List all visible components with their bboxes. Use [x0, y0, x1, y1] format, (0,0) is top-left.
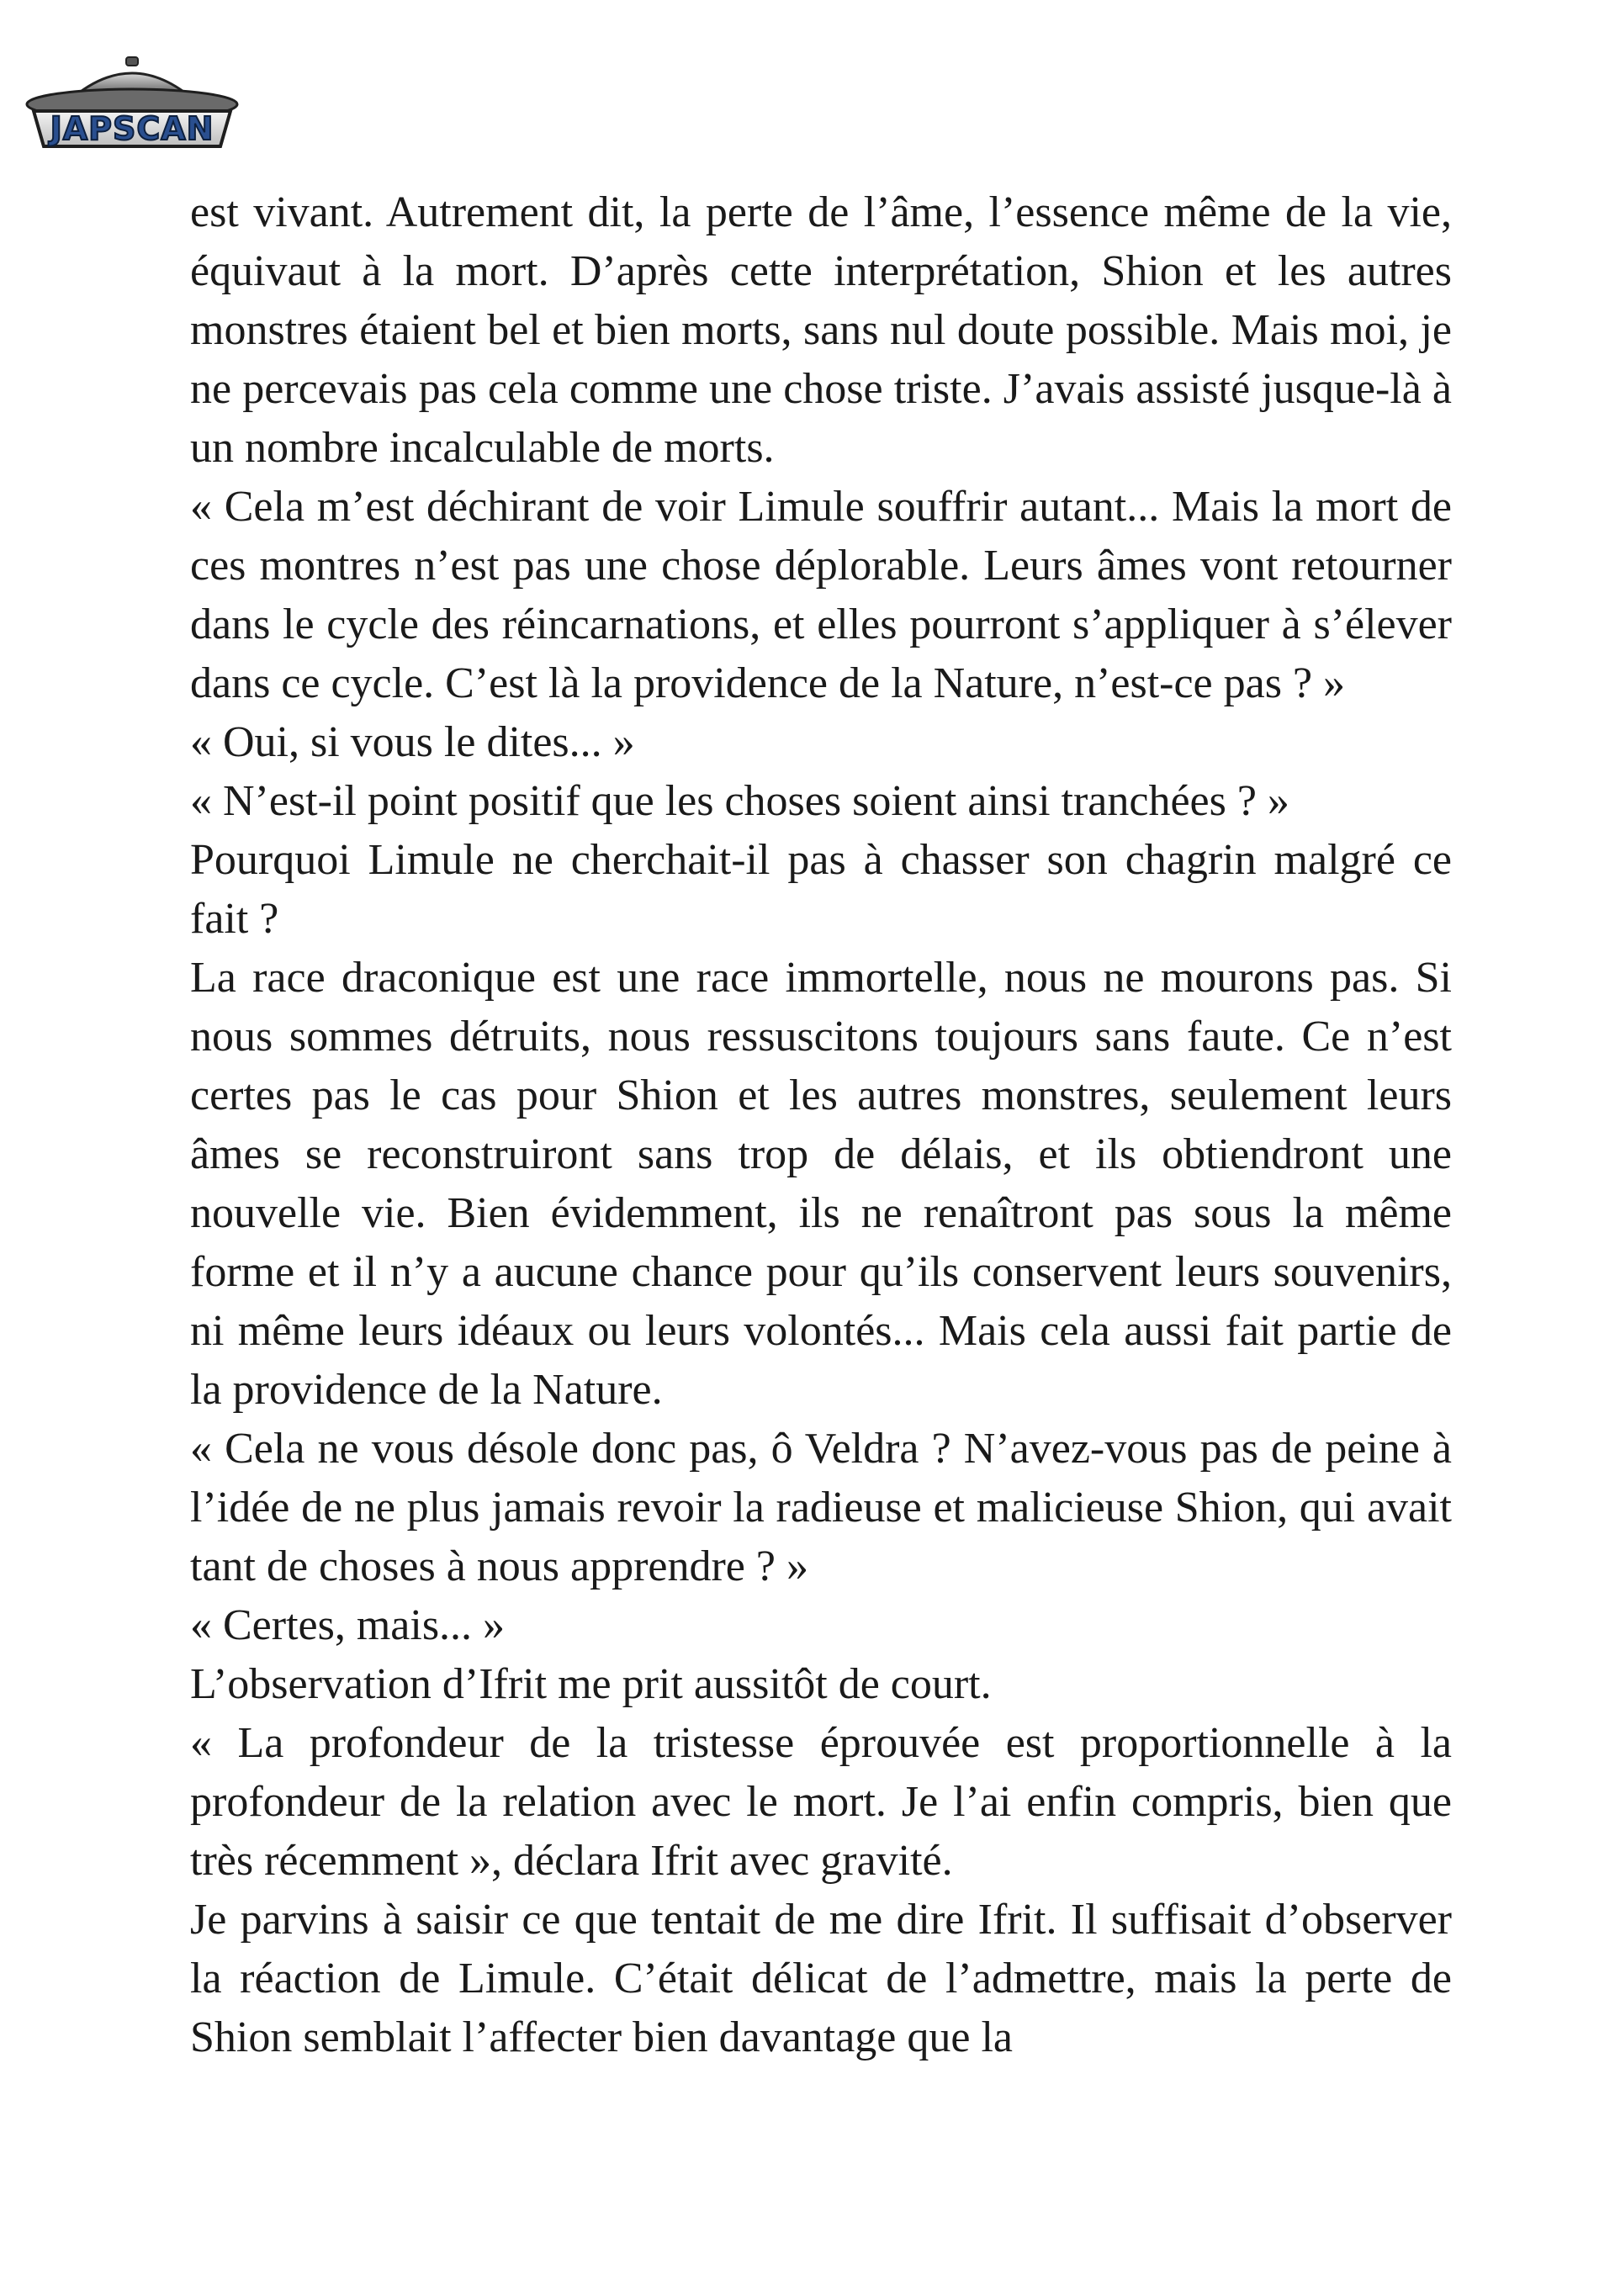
logo-text: JAPSCAN [50, 110, 214, 147]
paragraph: « Cela ne vous désole donc pas, ô Veldra ? N’avez-vous pas de peine à l’idée de ne plus jamais revoir la radieuse et malicieuse Shion, qui avait tant de choses à nous apprendre ? » [190, 1425, 1452, 1590]
paragraph: « Cela m’est déchirant de voir Limule souffrir autant... Mais la mort de ces montres n’est pas une chose déplorable. Leurs âmes vont retourner dans le cycle des réincarnations, et elles pourront s’appliquer à s’élever dans ce cycle. C’est là la providence de la Nature, n’est-ce pas ? » [190, 483, 1452, 707]
paragraph: « Oui, si vous le dites... » [190, 718, 635, 766]
paragraph: La race draconique est une race immortelle, nous ne mourons pas. Si nous sommes détruits, nous ressuscitons toujours sans faute. Ce n’est certes pas le cas pour Shion et les autres monstres, seulement leurs âmes se reconstruiront sans trop de délais, et ils obtiendront une nouvelle vie. Bien évidemment, ils ne renaîtront pas sous la même forme et il n’y a aucune chance pour qu’ils conservent leurs souvenirs, ni même leurs idéaux ou leurs volontés... Mais cela aussi fait partie de la providence de la Nature. [190, 954, 1452, 1414]
paragraph: est vivant. Autrement dit, la perte de l’âme, l’essence même de la vie, équivaut à la mort. D’après cette interprétation, Shion et les autres monstres étaient bel et bien morts, sans nul doute possible. Mais moi, je ne percevais pas cela comme une chose triste. J’avais assisté jusque-là à un nombre incalculable de morts. [190, 188, 1452, 472]
paragraph: « Certes, mais... » [190, 1601, 506, 1649]
japscan-logo [19, 52, 246, 153]
document-text [190, 183, 1452, 2067]
logo-emblem [19, 52, 246, 153]
paragraph: Je parvins à saisir ce que tentait de me dire Ifrit. Il suffisait d’observer la réaction de Limule. C’était délicat de l’admettre, mais la perte de Shion semblait l’affecter bien davantage que la [190, 1896, 1452, 2061]
paragraph: Pourquoi Limule ne cherchait-il pas à chasser son chagrin malgré ce fait ? [190, 836, 1452, 943]
paragraph: « La profondeur de la tristesse éprouvée est proportionnelle à la profondeur de la relation avec le mort. Je l’ai enfin compris, bien que très récemment », déclara Ifrit avec gravité. [190, 1719, 1452, 1885]
paragraph: « N’est-il point positif que les choses soient ainsi tranchées ? » [190, 777, 1289, 825]
paragraph: L’observation d’Ifrit me prit aussitôt de court. [190, 1660, 992, 1708]
